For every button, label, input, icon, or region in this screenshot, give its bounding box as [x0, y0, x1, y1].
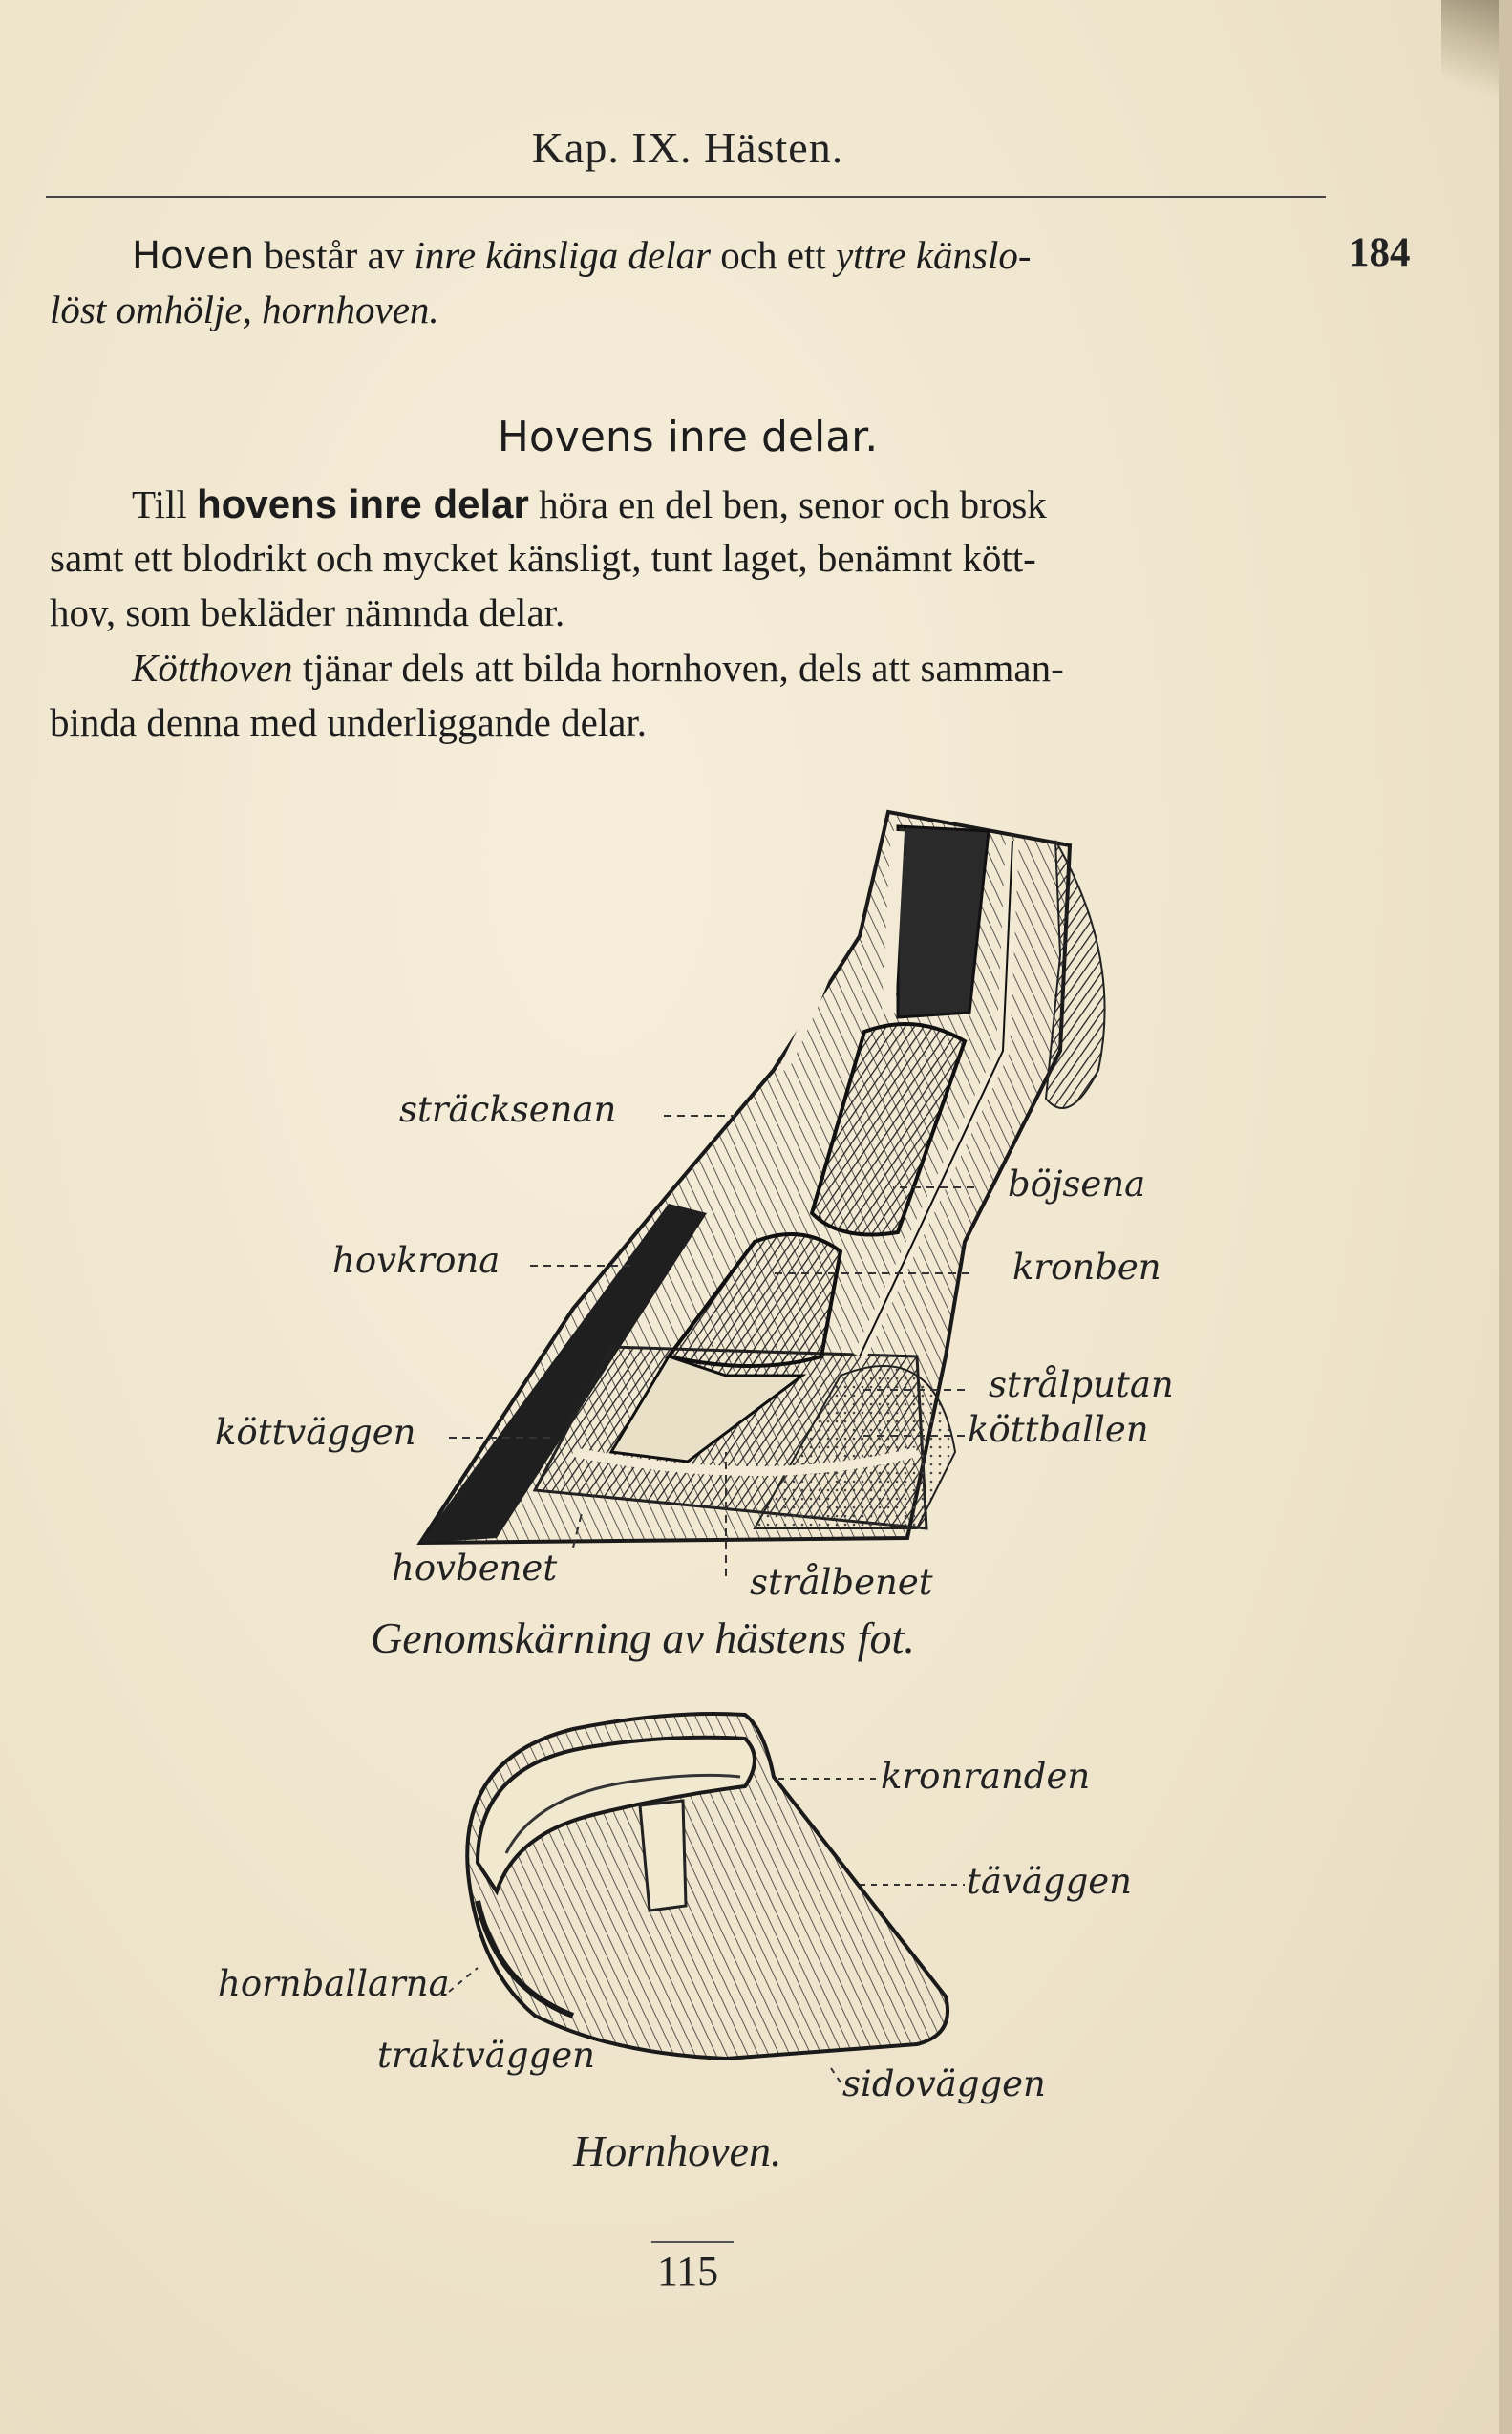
label-kottballen: köttballen — [968, 1409, 1149, 1450]
body-text: Till — [132, 482, 198, 526]
figure1-caption: Genomskärning av hästens fot. — [371, 1613, 915, 1662]
page-number: 115 — [656, 2248, 719, 2295]
label-sidovaggen: sidoväggen — [842, 2063, 1046, 2104]
body-line-3: hov, som bekläder nämnda delar. — [50, 590, 565, 634]
body-term-bold: hovens inre delar — [197, 481, 529, 526]
label-kronranden: kronranden — [881, 1756, 1091, 1797]
section-heading: Hovens inre delar. — [497, 413, 879, 461]
intro-line-2: löst omhölje, hornhoven. — [50, 288, 439, 331]
body-term-italic: Kötthoven — [132, 646, 293, 690]
body-line-2: samt ett blodrikt och mycket känsligt, tunt laget, benämnt kött- — [50, 536, 1036, 580]
label-kottvaggen: köttväggen — [215, 1412, 416, 1453]
label-hovkrona: hovkrona — [332, 1240, 500, 1281]
label-tavaggen: täväggen — [967, 1861, 1132, 1902]
intro-text: och ett — [711, 233, 836, 277]
body-text: höra en del ben, senor och brosk — [528, 482, 1047, 526]
footer-rule — [651, 2241, 734, 2243]
label-hovbenet: hovbenet — [392, 1548, 558, 1589]
figure2-caption: Hornhoven. — [573, 2126, 782, 2175]
intro-term-outer: yttre känslo- — [835, 233, 1032, 277]
intro-term-hoven: Hoven — [132, 234, 255, 278]
label-traktvaggen: traktväggen — [377, 2035, 595, 2076]
margin-section-number: 184 — [1349, 230, 1411, 275]
label-stralputan: strålputan — [989, 1364, 1174, 1405]
label-stralbenet: strålbenet — [750, 1562, 933, 1603]
intro-term-inner: inre känsliga delar — [414, 233, 712, 277]
label-stracksenan: sträcksenan — [399, 1089, 617, 1130]
label-hornballarna: hornballarna — [218, 1963, 450, 2004]
body-text: tjänar dels att bilda hornhoven, dels att samman- — [292, 646, 1064, 690]
label-bojsena: böjsena — [1008, 1164, 1146, 1205]
label-kronben: kronben — [1012, 1247, 1161, 1288]
intro-text: består av — [254, 233, 415, 277]
running-head: Kap. IX. Hästen. — [531, 123, 844, 172]
body-line-5: binda denna med underliggande delar. — [50, 700, 648, 744]
